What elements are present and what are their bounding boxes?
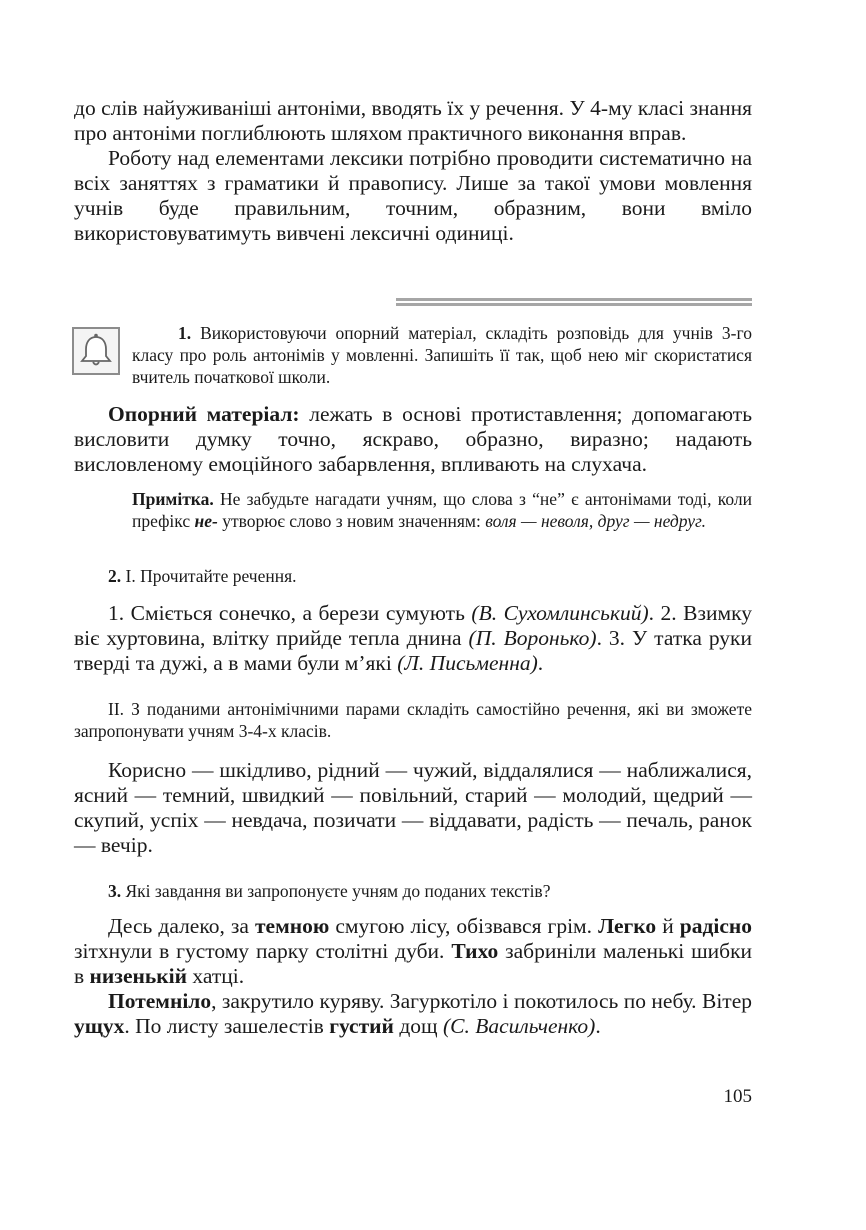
passage-text: дощ [399,1014,438,1038]
antonym-pairs [74,758,752,858]
passage-text: зітхнули в густому парку столітні дуби. [74,939,445,963]
sentence-2: . 2. Взимку віє хуртовина, влітку прийде тепла днина [74,601,753,650]
passage-bold-word: радісно [679,914,753,938]
task-2-part-1 [74,565,752,587]
passage-text: забриніли маленькі шибки в [74,939,753,988]
bell-icon [72,327,120,375]
intro-paragraph-2: Роботу над елементами лексики потрібно проводити систематично на всіх заняттях з граматики й правопису. Лише за такої умови мовлення учнів буде правильним, точним, образним, вони вміло використовуватимуть вивчені лексичні одиниці. [74,146,752,245]
section-divider [396,298,752,306]
passage-text: смугою лісу, обізвався грім. [335,914,593,938]
sentence-3-source: (Л. Письменна) [397,651,538,675]
support-material [74,402,752,477]
task-2-part-1-text: І. Прочитайте речення. [125,566,297,586]
intro-paragraph-1: до слів найуживаніші антоніми, вводять їх у речення. У 4-му класі знання про антоніми поглиблюють шляхом практичного виконання вправ. [74,96,752,145]
note [132,488,752,532]
sentence-1: 1. Сміється сонечко, а берези сумують [108,601,465,625]
passage-text: й [662,914,674,938]
task-3-number: 3. [108,881,122,901]
note-text-1: Не забудьте нагадати учням, що слова з “не” є антонімами тоді, коли префікс [132,489,753,531]
antonym-pairs-text: Корисно — шкідливо, рідний — чужий, віддалялися — наближалися, ясний — темний, швидкий — повільний, старий — молодий, щедрий — скупий, успіх — невдача, позичати — віддавати, радість — печаль, ранок — вечір. [74,758,752,857]
passage-source: (С. Васильченко) [442,1014,596,1038]
task-2-sentences [74,601,752,676]
note-prefix: не- [194,511,218,531]
passage-text: . [595,1014,601,1038]
passage-text: . По листу зашелестів [124,1014,324,1038]
passage-bold-word: Потемніло [108,989,212,1013]
task-3-text-passage [74,914,752,1039]
passage-text: хатці. [192,964,245,988]
sentence-1-source: (В. Сухомлинський) [471,601,649,625]
passage-bold-word: густий [329,1014,394,1038]
note-examples: воля — неволя, друг — недруг. [485,511,707,531]
page-number: 105 [723,1086,752,1107]
task-2-part-2 [74,698,752,742]
task-1 [132,322,752,388]
task-3 [74,880,752,902]
task-1-number: 1. [178,323,192,343]
note-text-2: утворює слово з новим значенням: [222,511,481,531]
passage-text: , закрутило куряву. Загуркотіло і покотилось по небу. Вітер [211,989,752,1013]
task-3-text: Які завдання ви запропонуєте учням до поданих текстів? [125,881,551,901]
passage-bold-word: Легко [598,914,657,938]
support-material-text: лежать в основі протиставлення; допомагають висловити думку точно, яскраво, образно, виразно; надають висловленому емоційного забарвлення, впливають на слухача. [74,402,753,476]
passage-bold-word: низенькій [89,964,187,988]
passage-bold-word: Тихо [451,939,499,963]
task-2-part-2-text: ІІ. З поданими антонімічними парами складіть самостійно речення, які ви зможете запропонувати учням 3-4-х класів. [74,699,752,741]
task-2-number: 2. [108,566,122,586]
passage-text: Десь далеко, за [108,914,249,938]
note-label: Примітка. [132,489,214,509]
passage-bold-word: темною [255,914,330,938]
support-material-label: Опорний матеріал: [108,402,300,426]
task-1-text: Використовуючи опорний матеріал, складіть розповідь для учнів 3-го класу про роль антонімів у мовленні. Запишіть її так, щоб нею міг скористатися вчитель початкової школи. [132,323,753,387]
passage-bold-word: ущух [74,1014,125,1038]
sentence-2-source: (П. Воронько) [468,626,597,650]
intro-section [74,96,752,246]
task-1-instruction [132,322,752,388]
sentence-3-end: . [537,651,544,675]
sentence-3: . 3. У татка руки тверді та дужі, а в мами були м’які [74,626,753,675]
